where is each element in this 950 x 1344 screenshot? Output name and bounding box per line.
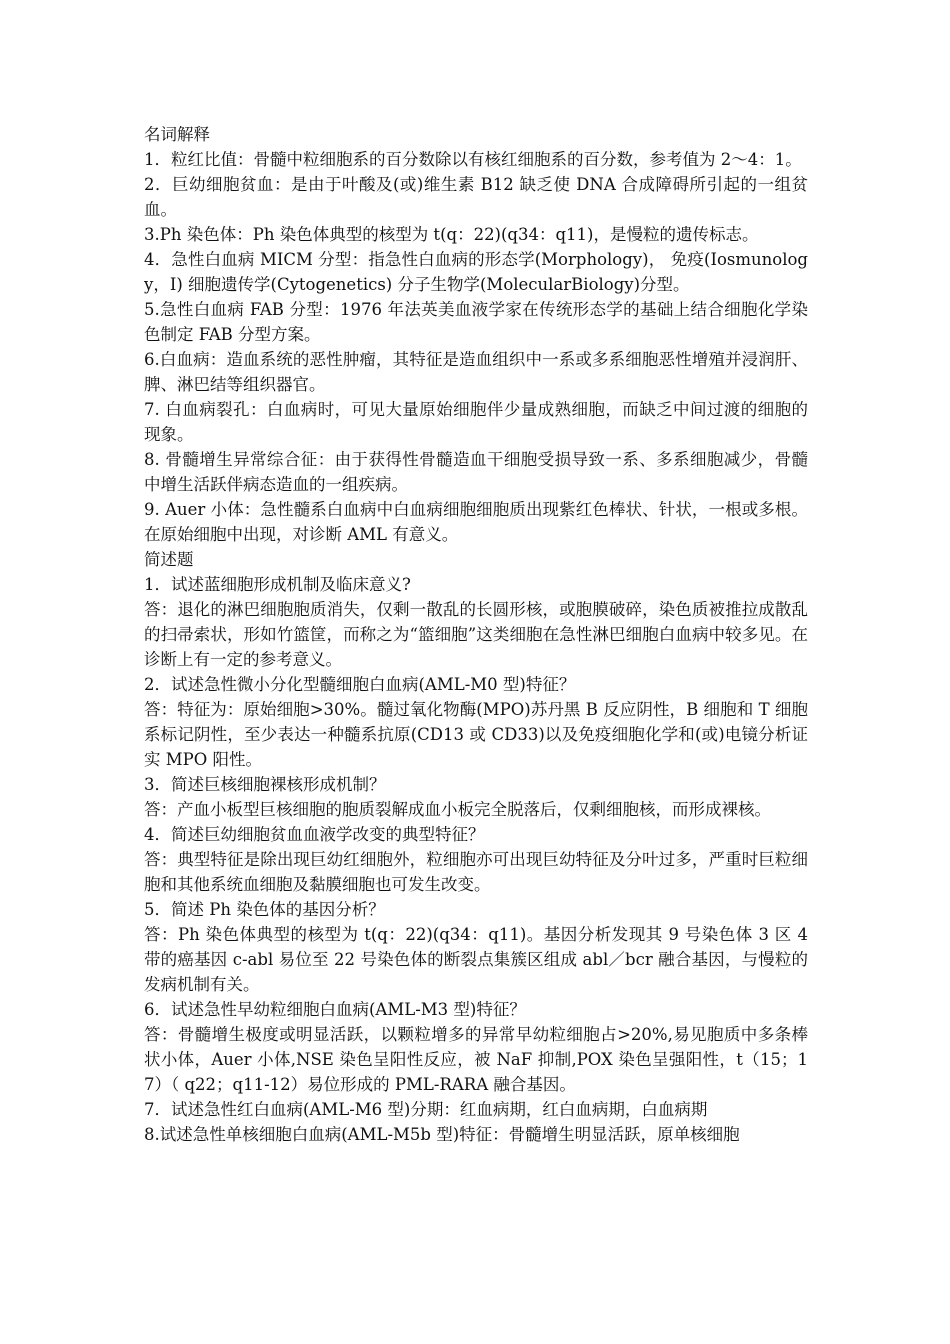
term-8-text: 8. 骨髓增生异常综合征：由于获得性骨髓造血干细胞受损导致一系、多系细胞减少，骨髓中增生活跃伴病态造血的一组疾病。 bbox=[144, 450, 808, 494]
term-2-text: 2．巨幼细胞贫血：是由于叶酸及(或)维生素 B12 缺乏使 DNA 合成障碍所引起的一组贫血。 bbox=[144, 175, 808, 219]
answer-6: 答：骨髓增生极度或明显活跃，以颗粒增多的异常早幼粒细胞占>20%,易见胞质中多条棒状小体，Auer 小体,NSE 染色呈阳性反应，被 NaF 抑制,POX 染色呈强阳性，t（15；17）（ q22；q11-12）易位形成的 PML-RARA 融合基因。 bbox=[144, 1025, 808, 1094]
question-3: 3．简述巨核细胞裸核形成机制？ bbox=[144, 775, 386, 794]
term-9-text: 9. Auer 小体：急性髓系白血病中白血病细胞细胞质出现紫红色棒状、针状，一根或多根。在原始细胞中出现，对诊断 AML 有意义。 bbox=[144, 500, 808, 544]
question-4: 4．简述巨幼细胞贫血血液学改变的典型特征？ bbox=[144, 825, 485, 844]
term-7-text: 7. 白血病裂孔：白血病时，可见大量原始细胞伴少量成熟细胞，而缺乏中间过渡的细胞的现象。 bbox=[144, 400, 808, 444]
question-5: 5．简述 Ph 染色体的基因分析？ bbox=[144, 900, 385, 919]
question-8: 8.试述急性单核细胞白血病(AML-M5b 型)特征：骨髓增生明显活跃，原单核细胞 bbox=[144, 1125, 740, 1144]
answer-4: 答：典型特征是除出现巨幼红细胞外，粒细胞亦可出现巨幼特征及分叶过多，严重时巨粒细胞和其他系统血细胞及黏膜细胞也可发生改变。 bbox=[144, 850, 808, 894]
document-page bbox=[144, 122, 808, 1147]
term-5-text: 5.急性白血病 FAB 分型：1976 年法英美血液学家在传统形态学的基础上结合细胞化学染色制定 FAB 分型方案。 bbox=[144, 300, 808, 344]
term-4-text: 4．急性白血病 MICM 分型：指急性白血病的形态学(Morphology)， 免疫(Iosmunology，I) 细胞遗传学(Cytogenetics) 分子生物学(MolecularBiology)分型。 bbox=[144, 250, 808, 294]
answer-1: 答：退化的淋巴细胞胞质消失，仅剩一散乱的长圆形核，或胞膜破碎，染色质被推拉成散乱的扫帚索状，形如竹篮筐，而称之为“篮细胞”这类细胞在急性淋巴细胞白血病中较多见。在诊断上有一定的参考意义。 bbox=[144, 600, 808, 669]
section-heading-terms: 名词解释 bbox=[144, 125, 210, 144]
term-3-text: 3.Ph 染色体：Ph 染色体典型的核型为 t(q：22)(q34：q11)，是慢粒的遗传标志。 bbox=[144, 225, 759, 244]
answer-5: 答：Ph 染色体典型的核型为 t(q：22)(q34：q11)。基因分析发现其 9 号染色体 3 区 4 带的癌基因 c-abl 易位至 22 号染色体的断裂点集簇区组成 abl／bcr 融合基因，与慢粒的发病机制有关。 bbox=[144, 925, 808, 994]
term-1-text: 1．粒红比值：骨髓中粒细胞系的百分数除以有核红细胞系的百分数，参考值为 2～4：1。 bbox=[144, 150, 802, 169]
term-6-text: 6.白血病：造血系统的恶性肿瘤，其特征是造血组织中一系或多系细胞恶性增殖并浸润肝、脾、淋巴结等组织器官。 bbox=[144, 350, 808, 394]
section-heading-short-answer: 简述题 bbox=[144, 550, 194, 569]
answer-2: 答：特征为：原始细胞>30%。髓过氧化物酶(MPO)苏丹黑 B 反应阴性，B 细胞和 T 细胞系标记阴性，至少表达一种髓系抗原(CD13 或 CD33)以及免疫细胞化学和(或)电镜分析证实 MPO 阳性。 bbox=[144, 700, 808, 769]
question-2: 2．试述急性微小分化型髓细胞白血病(AML-M0 型)特征？ bbox=[144, 675, 576, 694]
answer-3: 答：产血小板型巨核细胞的胞质裂解成血小板完全脱落后，仅剩细胞核，而形成裸核。 bbox=[144, 800, 771, 819]
question-1: 1．试述蓝细胞形成机制及临床意义? bbox=[144, 575, 411, 594]
question-6: 6．试述急性早幼粒细胞白血病(AML-M3 型)特征？ bbox=[144, 1000, 526, 1019]
question-7: 7．试述急性红白血病(AML-M6 型)分期：红血病期，红白血病期，白血病期 bbox=[144, 1100, 708, 1119]
